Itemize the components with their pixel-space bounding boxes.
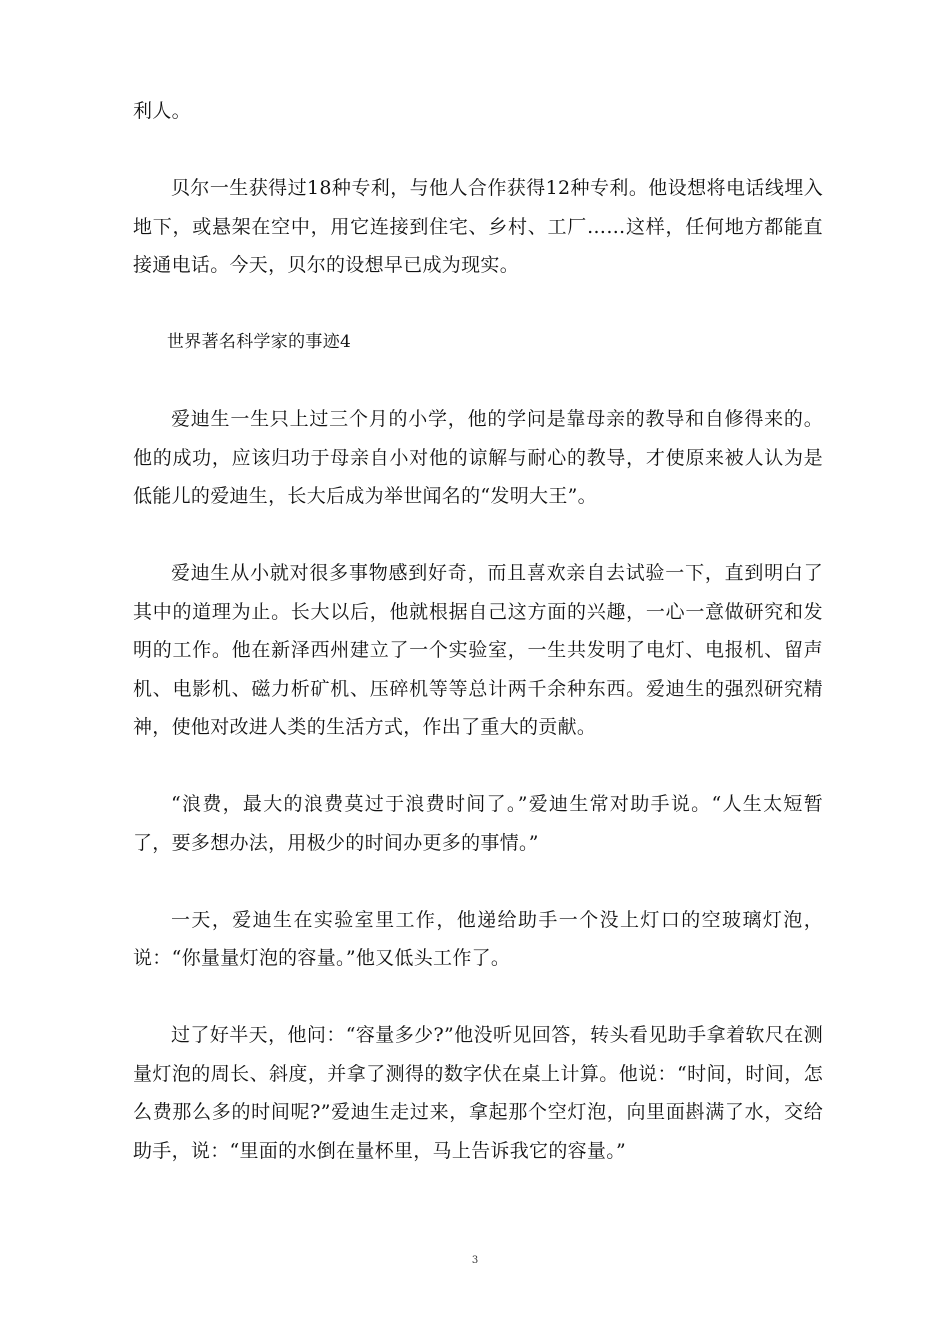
paragraph-edison-bulb-measure: 过了好半天，他问：“容量多少?”他没听见回答，转头看见助手拿着软尺在测量灯泡的周长、斜度，并拿了测得的数字伏在桌上计算。他说：“时间，时间，怎么费那么多的时间呢?”爱迪生走过来，拿起那个空灯泡，向里面斟满了水，交给助手，说：“里面的水倒在量杯里，马上告诉我它的容量。” — [133, 1024, 823, 1162]
document-body — [133, 92, 823, 1170]
paragraph-edison-bulb-request: 一天，爱迪生在实验室里工作，他递给助手一个没上灯口的空玻璃灯泡，说：“你量量灯泡的容量。”他又低头工作了。 — [133, 908, 823, 969]
paragraph-edison-inventions: 爱迪生从小就对很多事物感到好奇，而且喜欢亲自去试验一下，直到明白了其中的道理为止。长大以后，他就根据自己这方面的兴趣，一心一意做研究和发明的工作。他在新泽西州建立了一个实验室，一生共发明了电灯、电报机、留声机、电影机、磁力析矿机、压碎机等等总计两千余种东西。爱迪生的强烈研究精神，使他对改进人类的生活方式，作出了重大的贡献。 — [133, 562, 823, 738]
paragraph-bell-patents: 贝尔一生获得过18种专利，与他人合作获得12种专利。他设想将电话线埋入地下，或悬架在空中，用它连接到住宅、乡村、工厂……这样，任何地方都能直接通电话。今天，贝尔的设想早已成为现实。 — [133, 177, 823, 276]
paragraph-edison-waste-time: “浪费，最大的浪费莫过于浪费时间了。”爱迪生常对助手说。“人生太短暂了，要多想办法，用极少的时间办更多的事情。” — [133, 793, 823, 854]
lead-fragment: 利人。 — [133, 100, 191, 122]
page-number: 3 — [471, 1255, 479, 1266]
section-heading: 世界著名科学家的事迹4 — [167, 332, 352, 352]
paragraph-edison-education: 爱迪生一生只上过三个月的小学，他的学问是靠母亲的教导和自修得来的。他的成功，应该归功于母亲自小对他的谅解与耐心的教导，才使原来被人认为是低能儿的爱迪生，长大后成为举世闻名的“发明大王”。 — [133, 408, 823, 507]
